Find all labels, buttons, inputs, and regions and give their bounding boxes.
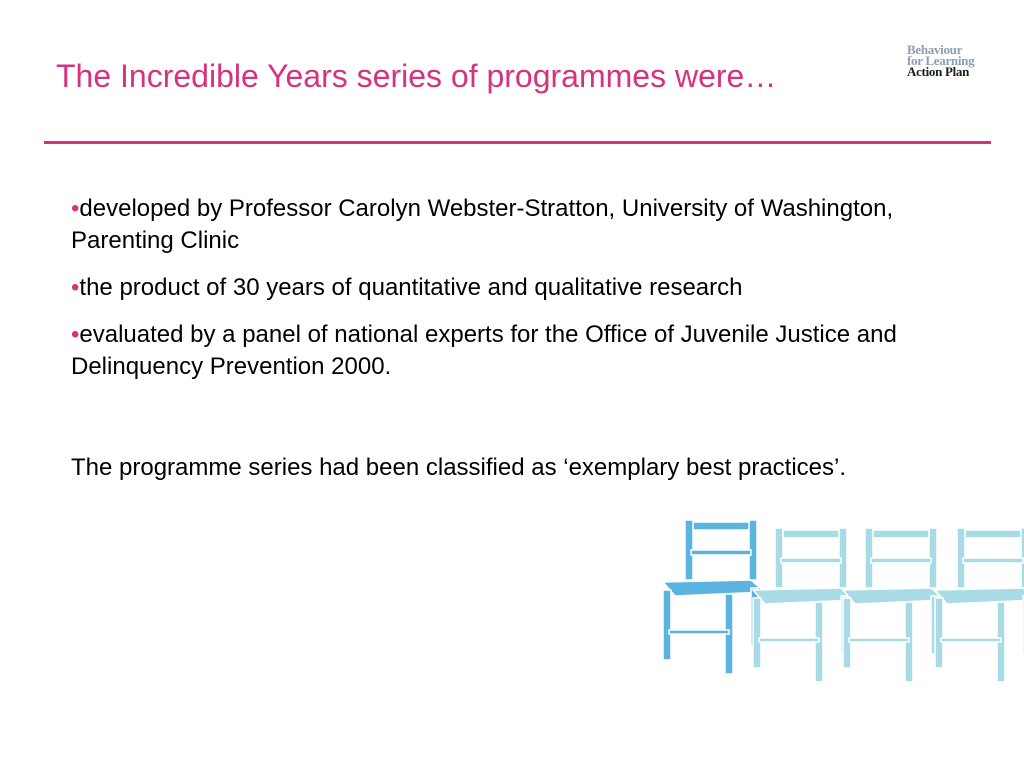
chair-blue	[663, 520, 765, 674]
chair-light-2	[843, 528, 945, 682]
logo-line-2: for Learning	[907, 53, 975, 68]
chairs-illustration	[655, 510, 1024, 768]
title-divider	[44, 141, 991, 144]
bullet-dot: •	[71, 195, 80, 222]
behaviour-for-learning-logo	[907, 44, 974, 77]
bullet-list	[71, 193, 941, 398]
bullet-text: evaluated by a panel of national experts for the Office of Juvenile Justice and Delinquency Prevention 2000.	[71, 321, 897, 380]
chair-light-3	[935, 528, 1024, 682]
bullet-text: the product of 30 years of quantitative and qualitative research	[79, 274, 743, 301]
bullet-item	[71, 272, 941, 304]
bullet-item	[71, 319, 941, 383]
chair-light-1	[753, 528, 855, 682]
bullet-item	[71, 193, 941, 257]
slide-title: The Incredible Years series of programmes were…	[56, 58, 777, 94]
logo-line-3: Action Plan	[907, 64, 970, 79]
closing-statement: The programme series had been classified as ‘exemplary best practices’.	[71, 454, 847, 481]
bullet-dot: •	[71, 321, 80, 348]
bullet-text: developed by Professor Carolyn Webster-Stratton, University of Washington, Parenting Clinic	[71, 195, 894, 254]
logo-line-1: Behaviour	[907, 42, 963, 57]
bullet-dot: •	[71, 274, 80, 301]
